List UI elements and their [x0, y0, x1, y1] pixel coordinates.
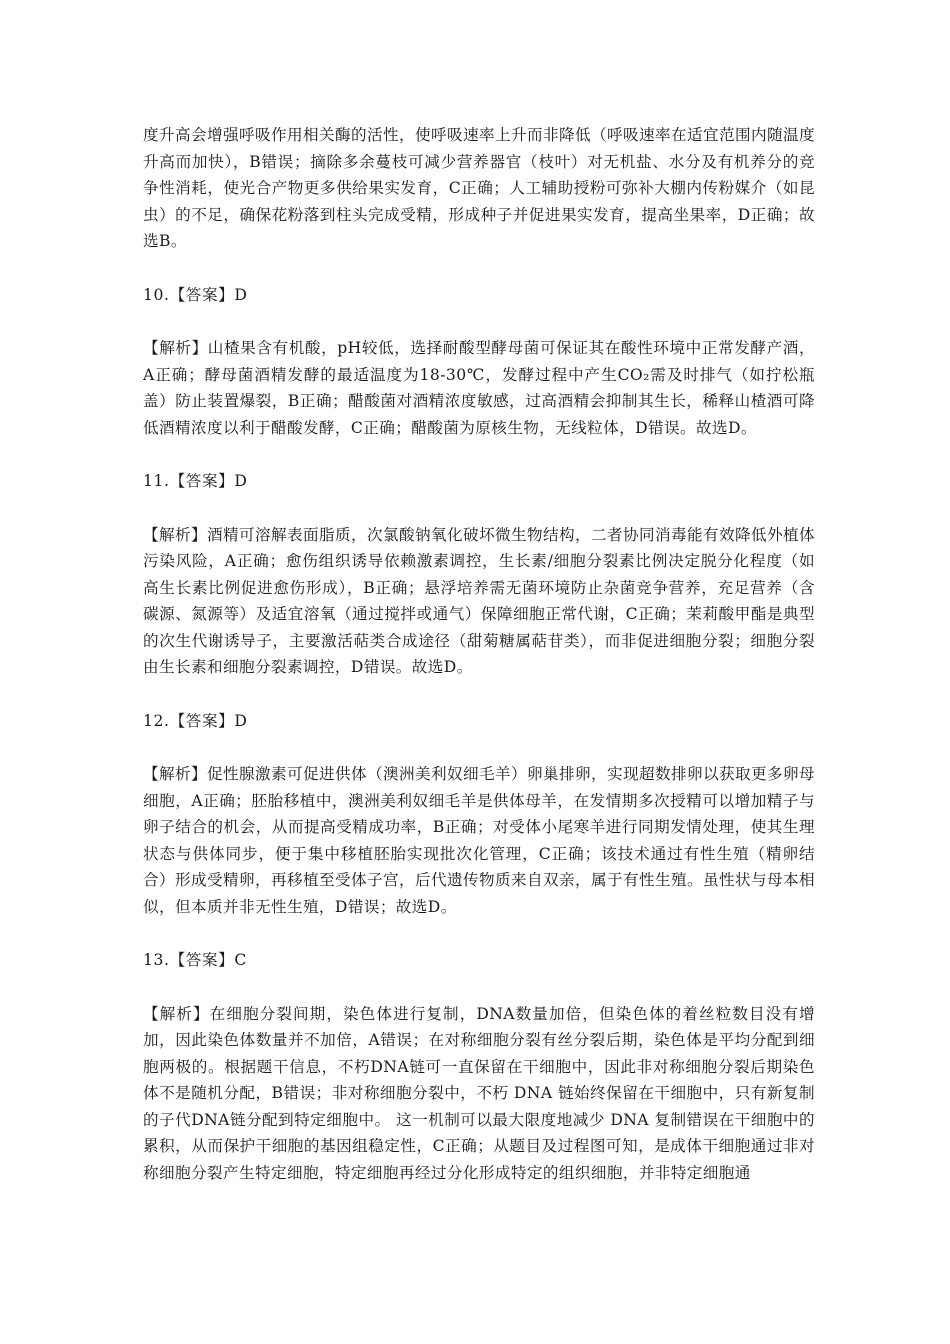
intro-paragraph: 度升高会增强呼吸作用相关酶的活性，使呼吸速率上升而非降低（呼吸速率在适宜范围内随温度升高而加快），B错误；摘除多余蔓枝可减少营养器官（枝叶）对无机盐、水分及有机养分的竞争性消耗，使光合产物更多供给果实发育，C正确；人工辅助授粉可弥补大棚内传粉媒介（如昆虫）的不足，确保花粉落到柱头完成受精，形成种子并促进果实发育，提高坐果率，D正确；故选B。 — [143, 126, 815, 250]
spacer — [143, 734, 815, 761]
answer-line-13: 13.【答案】C — [143, 951, 247, 969]
document-page — [143, 122, 815, 1186]
analysis-paragraph-10: 【解析】山楂果含有机酸，pH较低，选择耐酸型酵母菌可保证其在酸性环境中正常发酵产酒，A正确；酵母菌酒精发酵的最适温度为18-30℃，发酵过程中产生CO₂需及时排气（如拧松瓶盖）防止装置爆裂，B正确；醋酸菌对酒精浓度敏感，过高酒精会抑制其生长，稀释山楂酒可降低酒精浓度以利于醋酸发酵，C正确；醋酸菌为原核生物，无线粒体，D错误。故选D。 — [143, 339, 815, 437]
spacer — [143, 681, 815, 708]
spacer — [143, 920, 815, 947]
answer-line-11: 11.【答案】D — [143, 472, 248, 490]
answer-line-10: 10.【答案】D — [143, 285, 248, 304]
spacer — [143, 308, 815, 335]
analysis-paragraph-12: 【解析】促性腺激素可促进供体（澳洲美利奴细毛羊）卵巢排卵，实现超数排卵以获取更多卵母细胞，A正确；胚胎移植中，澳洲美利奴细毛羊是供体母羊，在发情期多次授精可以增加精子与卵子结合的机会，从而提高受精成功率，B正确；对受体小尾寒羊进行同期发情处理，使其生理状态与供体同步，便于集中移植胚胎实现批次化管理，C正确；该技术通过有性生殖（精卵结合）形成受精卵，再移植至受体子宫，后代遗传物质来自双亲，属于有性生殖。虽性状与母本相似，但本质并非无性生殖，D错误；故选D。 — [143, 765, 815, 916]
spacer — [143, 255, 815, 282]
spacer — [143, 441, 815, 468]
analysis-paragraph-13: 【解析】在细胞分裂间期，染色体进行复制，DNA数量加倍，但染色体的着丝粒数目没有增加，因此染色体数量并不加倍，A错误；在对称细胞分裂有丝分裂后期，染色体是平均分配到细胞两极的。根据题干信息，不朽DNA链可一直保留在干细胞中，因此非对称细胞分裂后期染色体不是随机分配，B错误；非对称细胞分裂中，不朽 DNA 链始终保留在干细胞中，只有新复制的子代DNA链分配到特定细胞中。 这一机制可以最大限度地减少 DNA 复制错误在干细胞中的累积，从而保护干细胞的基因组稳定性，C正确；从题目及过程图可知，是成体干细胞通过非对称细胞分裂产生特定细胞，特定细胞再经过分化形成特定的组织细胞，并非特定细胞通 — [143, 1004, 815, 1182]
spacer — [143, 495, 815, 522]
analysis-paragraph-11: 【解析】酒精可溶解表面脂质，次氯酸钠氧化破坏微生物结构，二者协同消毒能有效降低外植体污染风险，A正确；愈伤组织诱导依赖激素调控，生长素/细胞分裂素比例决定脱分化程度（如高生长素比例促进愈伤形成），B正确；悬浮培养需无菌环境防止杂菌竞争营养，充足营养（含碳源、氮源等）及适宜溶氧（通过搅拌或通气）保障细胞正常代谢，C正确；茉莉酸甲酯是典型的次生代谢诱导子，主要激活萜类合成途径（甜菊糖属萜苷类），而非促进细胞分裂；细胞分裂由生长素和细胞分裂素调控，D错误。故选D。 — [143, 525, 815, 676]
answer-line-12: 12.【答案】D — [143, 711, 248, 730]
spacer — [143, 974, 815, 1001]
